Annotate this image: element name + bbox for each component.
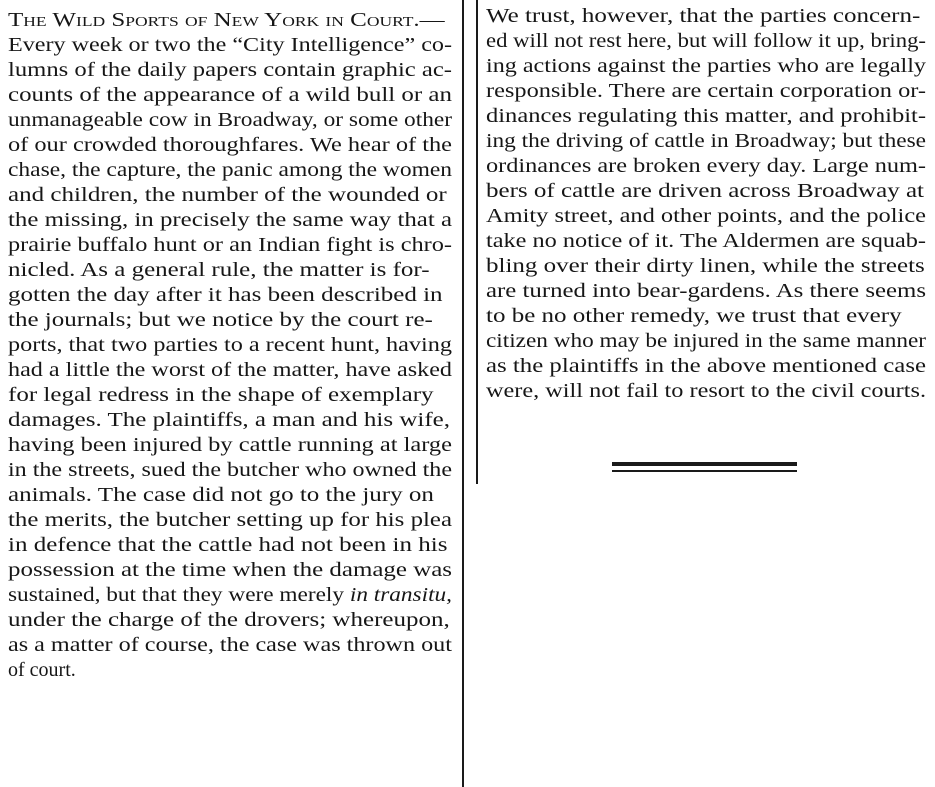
text-line bbox=[486, 4, 932, 29]
line-text: had a little the worst of the matter, have asked bbox=[8, 359, 452, 381]
line-text: the merits, the butcher setting up for his plea bbox=[8, 509, 452, 531]
text-line bbox=[8, 558, 460, 583]
text-line bbox=[8, 508, 460, 533]
text-line bbox=[486, 154, 932, 179]
text-line bbox=[8, 333, 460, 358]
text-line bbox=[8, 33, 460, 58]
line-text: damages. The plaintiffs, a man and his wife, bbox=[8, 409, 451, 431]
text-line bbox=[486, 329, 932, 354]
line-text: having been injured by cattle running at large bbox=[8, 434, 453, 456]
line-text: ing the driving of cattle in Broadway; but these bbox=[486, 130, 927, 152]
line-text: of our crowded thoroughfares. We hear of the bbox=[8, 134, 453, 156]
line-text: under the charge of the drovers; whereupon, bbox=[8, 609, 450, 631]
italic-phrase: in transitu, bbox=[349, 584, 453, 606]
text-line bbox=[486, 29, 932, 54]
line-text: to be no other remedy, we trust that every bbox=[486, 305, 902, 327]
text-line bbox=[8, 283, 460, 308]
line-text: ed will not rest here, but will follow it up, bring- bbox=[486, 30, 926, 52]
line-text: take no notice of it. The Aldermen are squab- bbox=[486, 230, 927, 252]
line-text: prairie buffalo hunt or an Indian fight is chro- bbox=[8, 234, 453, 256]
text-line bbox=[8, 133, 460, 158]
line-text: were, will not fail to resort to the civil courts. bbox=[486, 380, 927, 402]
text-line bbox=[8, 308, 460, 333]
line-text: dinances regulating this matter, and prohibit- bbox=[486, 105, 927, 127]
left-column bbox=[0, 0, 460, 681]
line-text: counts of the appearance of a wild bull or an bbox=[8, 84, 452, 106]
line-text: Amity street, and other points, and the police bbox=[486, 205, 926, 227]
line-text: Every week or two the “City Intelligence” co- bbox=[8, 34, 452, 56]
line-text: as a matter of course, the case was thrown out bbox=[8, 634, 452, 656]
line-text: The Wild Sports of New York in Court.— bbox=[8, 9, 445, 31]
text-line bbox=[8, 383, 460, 408]
line-text: ports, that two parties to a recent hunt, having bbox=[8, 334, 452, 356]
text-line bbox=[486, 379, 932, 404]
line-text: lumns of the daily papers contain graphic ac- bbox=[8, 59, 452, 81]
text-line bbox=[8, 58, 460, 83]
text-line bbox=[8, 533, 460, 558]
text-line bbox=[8, 608, 460, 633]
line-text: bling over their dirty linen, while the streets bbox=[486, 255, 925, 277]
article-headline-line bbox=[8, 8, 460, 33]
text-line bbox=[486, 254, 932, 279]
text-line bbox=[8, 408, 460, 433]
text-line bbox=[8, 83, 460, 108]
line-text: possession at the time when the damage was bbox=[8, 559, 453, 581]
text-line bbox=[486, 129, 932, 154]
text-line bbox=[8, 108, 460, 133]
line-text: ordinances are broken every day. Large num- bbox=[486, 155, 927, 177]
text-line bbox=[8, 358, 460, 383]
line-text: the missing, in precisely the same way that a bbox=[8, 209, 452, 231]
text-line bbox=[8, 183, 460, 208]
text-line bbox=[486, 179, 932, 204]
text-line bbox=[8, 483, 460, 508]
end-rule-thick bbox=[612, 462, 797, 466]
text-line-last bbox=[8, 658, 460, 683]
text-line bbox=[8, 208, 460, 233]
text-line bbox=[486, 104, 932, 129]
line-text: in defence that the cattle had not been in his bbox=[8, 534, 448, 556]
text-line bbox=[8, 158, 460, 183]
column-divider-left bbox=[462, 0, 464, 787]
line-text: responsible. There are certain corporation or- bbox=[486, 80, 926, 102]
line-text: as the plaintiffs in the above mentioned case bbox=[486, 355, 927, 377]
text-line bbox=[486, 204, 932, 229]
line-text-mixed bbox=[8, 583, 452, 608]
text-line-with-italic bbox=[8, 583, 460, 608]
line-text: chase, the capture, the panic among the women bbox=[8, 159, 452, 181]
text-line bbox=[486, 279, 932, 304]
text-line bbox=[8, 258, 460, 283]
line-text: of court. bbox=[8, 659, 76, 681]
line-text: gotten the day after it has been described in bbox=[8, 284, 443, 306]
line-text: citizen who may be injured in the same manner bbox=[486, 330, 927, 352]
text-line bbox=[486, 54, 932, 79]
text-line bbox=[486, 229, 932, 254]
text-line bbox=[486, 304, 932, 329]
line-text: the journals; but we notice by the court re- bbox=[8, 309, 433, 331]
line-text: sustained, but that they were merely bbox=[8, 584, 345, 606]
line-text: and children, the number of the wounded or bbox=[8, 184, 447, 206]
line-text: animals. The case did not go to the jury on bbox=[8, 484, 434, 506]
line-text: are turned into bear-gardens. As there seems bbox=[486, 280, 927, 302]
text-line bbox=[8, 458, 460, 483]
text-line bbox=[8, 233, 460, 258]
line-text: nicled. As a general rule, the matter is for- bbox=[8, 259, 430, 281]
text-line bbox=[486, 354, 932, 379]
text-line bbox=[486, 79, 932, 104]
line-text: We trust, however, that the parties concern- bbox=[486, 5, 921, 27]
line-text: unmanageable cow in Broadway, or some other bbox=[8, 109, 453, 131]
text-line bbox=[8, 633, 460, 658]
right-column bbox=[476, 0, 932, 400]
line-text: ing actions against the parties who are legally bbox=[486, 55, 926, 77]
line-text: bers of cattle are driven across Broadway at bbox=[486, 180, 925, 202]
line-text: for legal redress in the shape of exemplary bbox=[8, 384, 434, 406]
end-rule-thin bbox=[612, 470, 797, 472]
line-text: in the streets, sued the butcher who owned the bbox=[8, 459, 453, 481]
text-line bbox=[8, 433, 460, 458]
